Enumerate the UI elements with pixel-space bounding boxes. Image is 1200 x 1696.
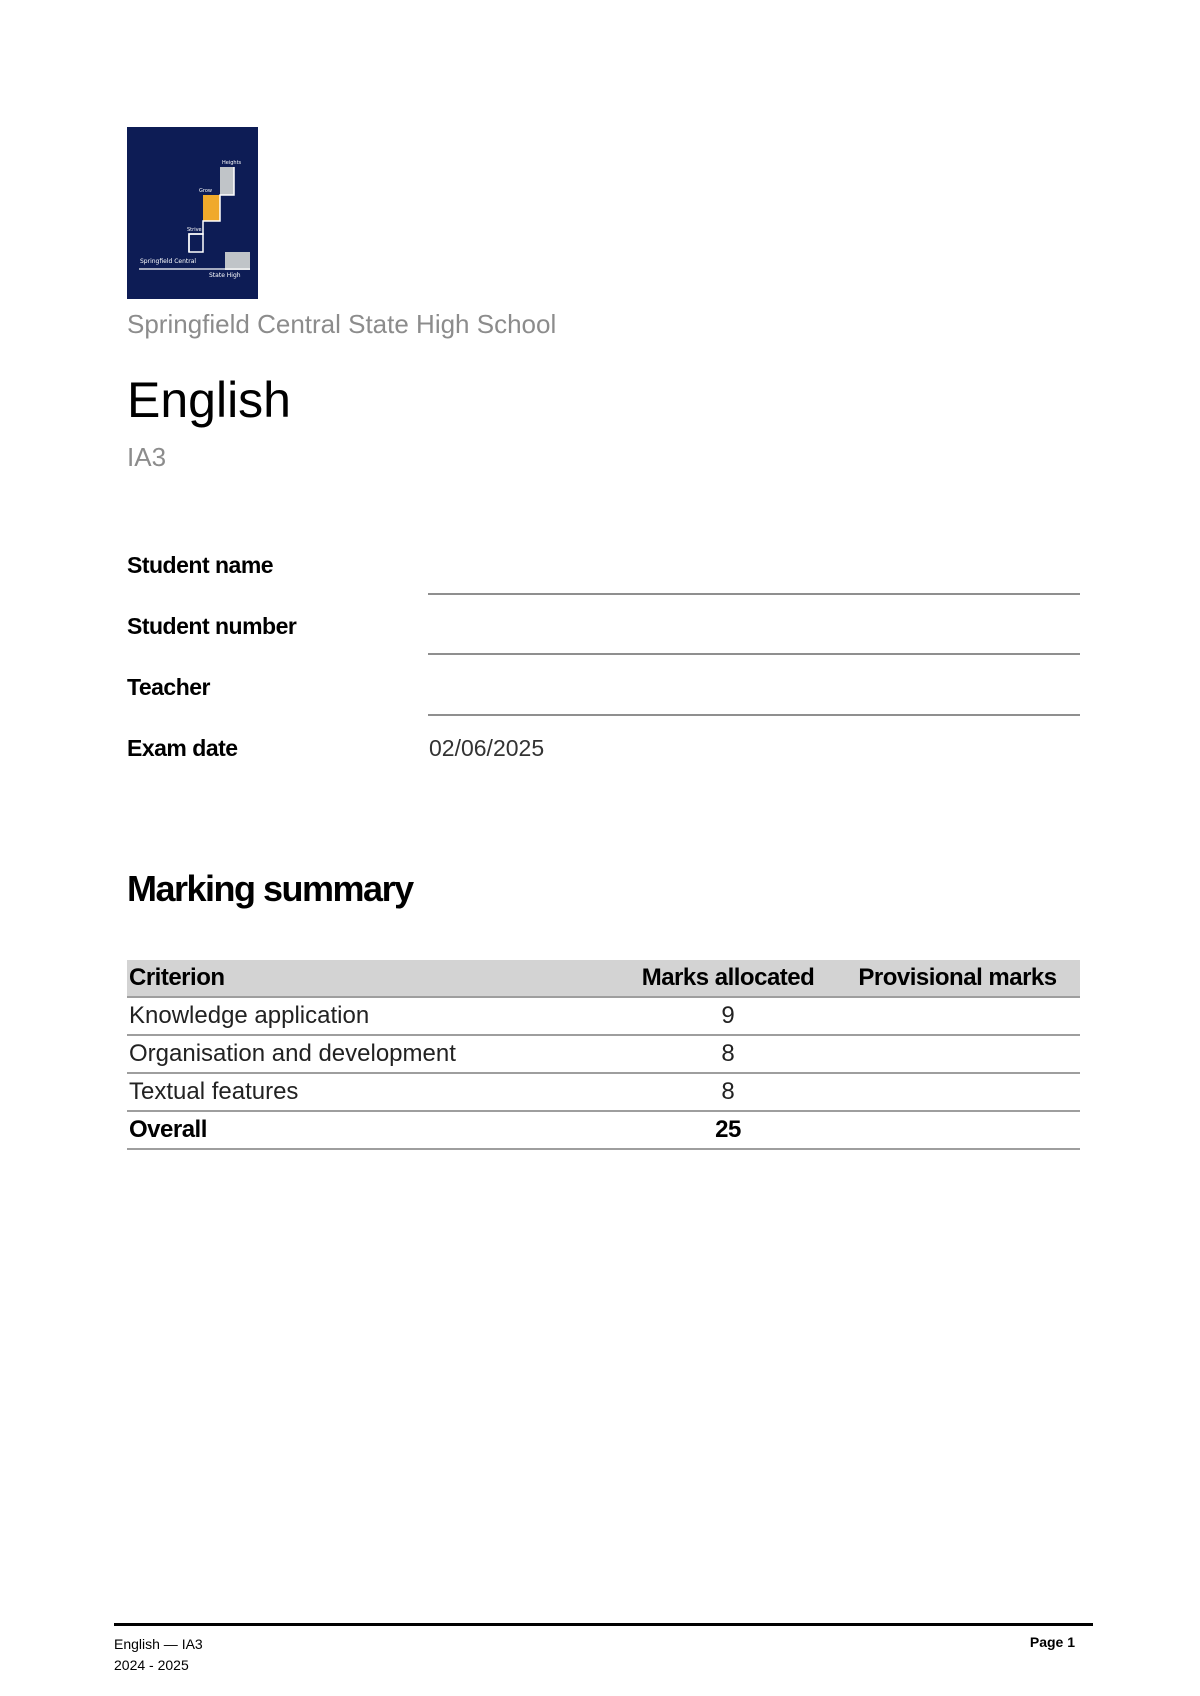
footer-divider [114,1623,1093,1626]
overall-label: Overall [127,1111,621,1149]
marks-allocated-cell: 8 [621,1073,835,1111]
marks-allocated-cell: 8 [621,1035,835,1073]
criterion-cell: Textual features [127,1073,621,1111]
provisional-marks-cell [835,1073,1080,1111]
svg-text:Springfield Central: Springfield Central [140,258,197,265]
marks-allocated-header: Marks allocated [621,960,835,997]
school-crest-logo [127,127,258,299]
table-row [127,1073,1080,1111]
svg-text:Grow: Grow [199,188,212,194]
criterion-cell: Knowledge application [127,997,621,1035]
provisional-marks-header: Provisional marks [835,960,1080,997]
svg-text:Heights: Heights [222,160,242,166]
table-header-row [127,960,1080,997]
student-name-label: Student name [127,552,274,578]
marking-summary-title: Marking summary [127,868,413,909]
school-crest-graphic [127,127,258,299]
school-name: Springfield Central State High School [127,309,557,339]
marks-allocated-cell: 9 [621,997,835,1035]
provisional-marks-cell [835,1035,1080,1073]
footer-info [114,1634,203,1676]
table-row [127,997,1080,1035]
svg-text:Strive: Strive [187,227,202,233]
teacher-label: Teacher [127,674,211,700]
provisional-marks-cell [835,997,1080,1035]
footer-year: 2024 - 2025 [114,1657,189,1673]
subject-title: English [127,372,291,428]
svg-text:State High: State High [209,272,241,279]
marking-summary-table [127,960,1080,1150]
criterion-cell: Organisation and development [127,1035,621,1073]
page-number: Page 1 [1029,1634,1075,1650]
student-number-label: Student number [127,613,297,639]
exam-date-value: 02/06/2025 [429,735,545,761]
student-number-line [428,653,1080,655]
criterion-header: Criterion [127,960,621,997]
overall-provisional-marks [835,1111,1080,1149]
teacher-line [428,714,1080,716]
overall-marks-allocated: 25 [621,1111,835,1149]
student-name-line [428,593,1080,595]
exam-date-label: Exam date [127,735,238,761]
overall-row [127,1111,1080,1149]
assessment-code: IA3 [127,442,167,472]
footer-title: English — IA3 [114,1636,203,1652]
table-row [127,1035,1080,1073]
